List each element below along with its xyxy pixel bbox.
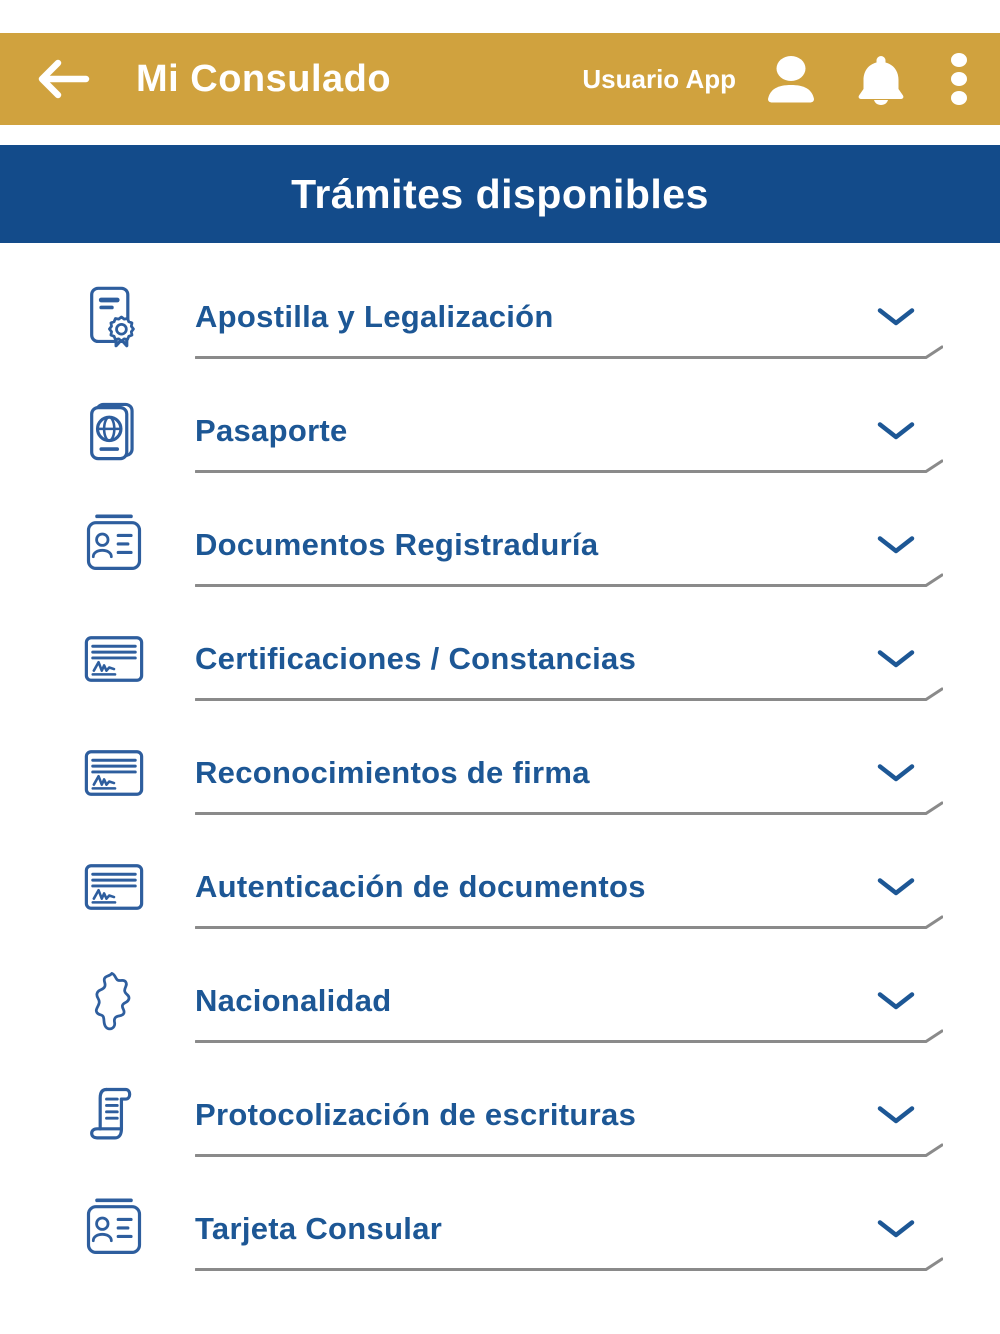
colombia-map-icon	[78, 968, 150, 1034]
tramite-label: Tarjeta Consular	[195, 1211, 443, 1246]
back-button[interactable]	[34, 58, 92, 100]
back-arrow-icon	[34, 58, 92, 100]
tramite-item-3[interactable]	[0, 501, 1000, 615]
chevron-down-icon[interactable]	[877, 649, 915, 669]
row-underline	[195, 1257, 943, 1273]
tramite-label: Apostilla y Legalización	[195, 299, 554, 334]
id-card-icon	[78, 512, 150, 578]
tramite-label: Protocolización de escrituras	[195, 1097, 637, 1132]
user-avatar-icon[interactable]	[762, 54, 820, 104]
tramite-item-6[interactable]	[0, 843, 1000, 957]
chevron-down-icon[interactable]	[877, 763, 915, 783]
chevron-down-icon[interactable]	[877, 877, 915, 897]
chevron-down-icon[interactable]	[877, 1105, 915, 1125]
kebab-glyph	[948, 51, 970, 107]
tramite-label: Reconocimientos de firma	[195, 755, 590, 790]
tramite-item-1[interactable]	[0, 273, 1000, 387]
chevron-down-icon[interactable]	[877, 307, 915, 327]
tramite-item-9[interactable]	[0, 1185, 1000, 1299]
scroll-icon	[78, 1082, 150, 1148]
header-divider-gap	[0, 125, 1000, 145]
signed-document-icon	[78, 740, 150, 806]
user-avatar-glyph	[762, 54, 820, 104]
tramite-item-7[interactable]	[0, 957, 1000, 1071]
tramite-item-4[interactable]	[0, 615, 1000, 729]
app-title: Mi Consulado	[136, 57, 392, 100]
row-underline	[195, 459, 943, 475]
signed-document-icon	[78, 854, 150, 920]
tramite-item-5[interactable]	[0, 729, 1000, 843]
apostille-document-icon	[78, 284, 150, 350]
passport-icon	[78, 398, 150, 464]
page-title: Trámites disponibles	[291, 170, 709, 217]
row-underline	[195, 687, 943, 703]
chevron-down-icon[interactable]	[877, 421, 915, 441]
tramite-label: Documentos Registraduría	[195, 527, 599, 562]
row-underline	[195, 801, 943, 817]
tramite-item-2[interactable]	[0, 387, 1000, 501]
signed-document-icon	[78, 626, 150, 692]
section-title-bar	[0, 145, 1000, 243]
row-underline	[195, 345, 943, 361]
tramite-item-8[interactable]	[0, 1071, 1000, 1185]
app-bar	[0, 33, 1000, 125]
status-bar	[0, 0, 1000, 33]
id-card-icon	[78, 1196, 150, 1262]
tramite-label: Nacionalidad	[195, 983, 392, 1018]
kebab-menu-icon[interactable]	[948, 51, 970, 107]
tramite-label: Autenticación de documentos	[195, 869, 646, 904]
row-underline	[195, 1029, 943, 1045]
bell-glyph	[854, 53, 908, 105]
row-underline	[195, 915, 943, 931]
chevron-down-icon[interactable]	[877, 1219, 915, 1239]
tramites-list	[0, 243, 1000, 1299]
tramite-label: Certificaciones / Constancias	[195, 641, 637, 676]
chevron-down-icon[interactable]	[877, 535, 915, 555]
tramite-label: Pasaporte	[195, 413, 348, 448]
chevron-down-icon[interactable]	[877, 991, 915, 1011]
row-underline	[195, 573, 943, 589]
notifications-bell-icon[interactable]	[854, 53, 908, 105]
user-name-label: Usuario App	[582, 63, 736, 94]
row-underline	[195, 1143, 943, 1159]
